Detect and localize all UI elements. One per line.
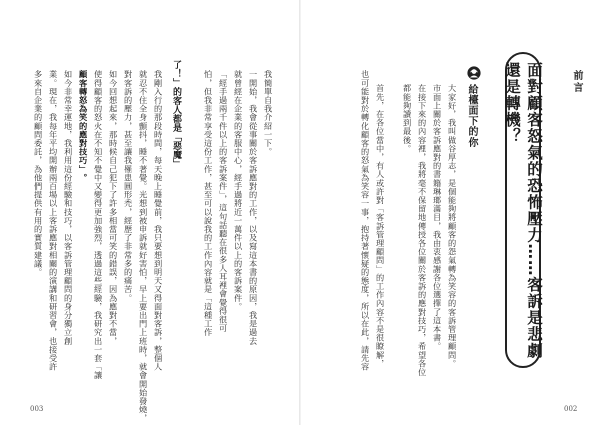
left-section-subtitle: 了！」的客人都是「惡魔」	[171, 60, 181, 168]
left-paragraph-9: 如今回想起來，那時候自己犯下了許多相當可笑的錯誤，因為應對不當，	[108, 70, 119, 346]
left-paragraph-5: 怕，但我非常享受這份工作，甚至可以說我的工作內容就是「這種工作	[203, 70, 214, 337]
chapter-label: 前言	[571, 70, 582, 94]
page-number-right: 002	[564, 405, 578, 413]
left-paragraph-7: 就忍不住全身顫抖，睡不著覺。光想到被申訴就好害怕，早上要出門上班時，就會開始發燒，	[138, 70, 149, 423]
left-paragraph-13: 多來自企業的顧問委託，為他們提供有用的實質建議。	[33, 70, 44, 277]
left-paragraph-12: 業。現在，我每年平均開辦兩百場以上客訴應對相關的演講和研習會，也接受許	[48, 70, 59, 371]
left-bold-line: 顧客轉怒為笑的應對技巧」。	[78, 70, 89, 182]
left-paragraph-6: 我剛入行的那段時間，每天晚上睡覺前，我只要想到明天又得面對客訴，整個人	[153, 70, 164, 371]
left-paragraph-3: 就曾經在企業的客服中心，經手過將近一萬件以上的客訴案件。	[233, 70, 244, 311]
chapter-title-box	[505, 52, 541, 368]
left-paragraph-1: 我簡單自我介紹一下。	[263, 70, 274, 156]
chapter-title: 面對顧客怒氣的恐怖壓力……客訴是悲劇還是轉機？	[503, 62, 543, 359]
left-paragraph-11: 如今非常幸運地，我利用這份經驗和技巧，以客訴管理顧問的身分獨立創	[63, 70, 74, 346]
right-paragraph-5: 首先，在各位當中，有人或許對「客訴管理顧問」的工作內容不是很瞭解，	[375, 84, 386, 368]
section-subtitle: 給檯面下的你	[466, 84, 477, 148]
right-paragraph-6: 也可能對於轉化顧客的怒氣為笑容一事，抱持著懷疑的態度，所以在此，請先容	[360, 70, 371, 371]
person-headset-icon	[467, 66, 481, 80]
right-paragraph-4: 都能夠讀到最後。	[402, 84, 413, 153]
left-paragraph-2: 一開始，我會從事關於客訴應對的工作，以及寫這本書的原因，我是過去	[248, 70, 259, 346]
page-number-left: 003	[30, 405, 44, 413]
left-paragraph-10: 使得顧客的怒火在不知不覺中又變得更加強烈，透過這些經驗，我研究出一套「讓	[93, 70, 104, 380]
right-paragraph-1: 大家好，我叫做谷厚志，是個能夠將顧客的怨氣轉為笑容的客訴管理顧問。	[447, 84, 458, 368]
page-gutter	[299, 0, 301, 425]
left-paragraph-4: 「經手過兩千件以上的客訴案件」，這句話聽在很多人耳裡會覺得很可	[218, 70, 229, 333]
right-paragraph-2: 市面上關於客訴應對的書籍琳瑯滿目，我由衷感謝各位選擇了這本書。	[432, 84, 443, 351]
left-paragraph-8: 對客訴的壓力，甚至讓我罹患圓形禿，經歷了非常多的痛苦。	[123, 70, 134, 303]
right-paragraph-3: 在接下來的內容裡，我將毫不保留地傳授各位關於客訴的應對技巧，希望各位	[417, 84, 428, 377]
